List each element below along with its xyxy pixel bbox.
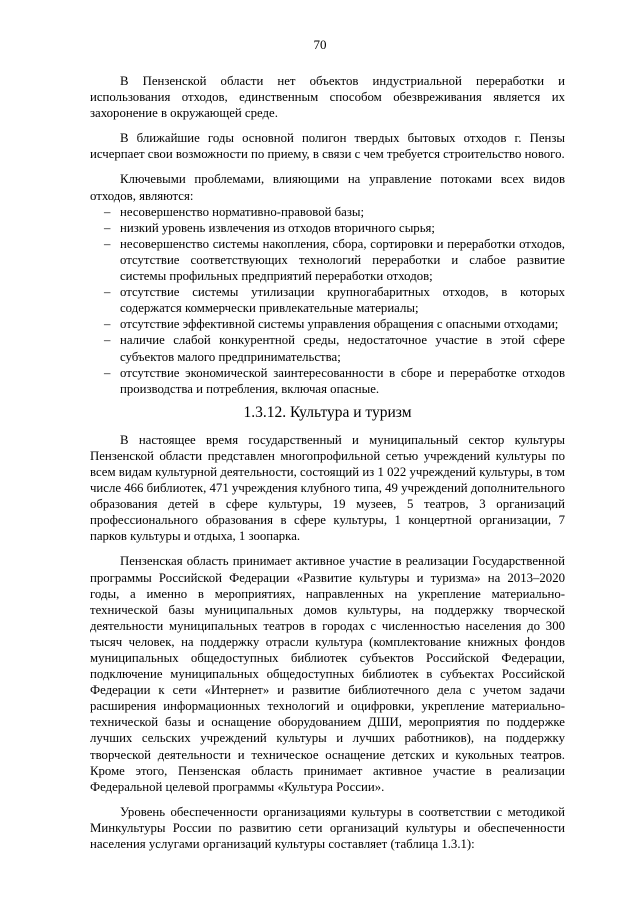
list-item: – отсутствие экономической заинтересованности в сборе и переработке отходов производства и потребления, включая опасные. <box>90 365 565 397</box>
page-content <box>90 73 565 861</box>
list-item: – несовершенство нормативно-правовой базы; <box>90 204 565 220</box>
key-problems-list <box>90 204 565 397</box>
list-item: – отсутствие системы утилизации крупногабаритных отходов, в которых содержатся коммерчески привлекательные материалы; <box>90 284 565 316</box>
paragraph-landfill-capacity: В ближайшие годы основной полигон твердых бытовых отходов г. Пензы исчерпает свои возможности по приему, в связи с чем требуется строительство нового. <box>90 131 565 162</box>
section-heading: 1.3.12. Культура и туризм <box>243 403 412 421</box>
list-item: – низкий уровень извлечения из отходов вторичного сырья; <box>90 220 565 236</box>
paragraph-culture-sector: В настоящее время государственный и муниципальный сектор культуры Пензенской области представлен многопрофильной сетью учреждений культуры по всем видам культурной деятельности, состоящий из 1 022 учреждений культуры, в том числе 466 библиотек, 471 учреждения клубного типа, 49 учреждений дополнительного образования детей в сфере культуры, 19 музеев, 5 театров, 3 организаций профессионального образования в сфере культуры, 1 концертной организации, 7 парков культуры и отдыха, 1 зоопарка. <box>90 432 565 544</box>
paragraph-state-program: Пензенская область принимает активное участие в реализации Государственной программы Российской Федерации «Развитие культуры и туризма» на 2013–2020 годы, а именно в мероприятиях, направленных на укрепление материально-технической базы муниципальных домов культуры, на поддержку творческой деятельности муниципальных театров в городах с численностью населения до 300 тысяч человек, на поддержку отрасли культура (комплектование книжных фондов муниципальных общедоступных библиотек субъектов Российской Федерации, подключение муниципальных общедоступных библиотек в субъектах Российской Федерации к сети «Интернет» и развитие библиотечного дела с учетом задачи расширения информационных технологий и оцифровки, укрепление материально-технической базы и оснащение оборудованием ДШИ, мероприятия по поддержке лучших сельских учреждений культуры и лучших работников), на поддержку творческой деятельности и техническое оснащение детских и кукольных театров. Кроме этого, Пензенская область принимает активное участие в реализации Федеральной целевой программы «Культура России». <box>90 554 565 794</box>
paragraph-provision-level: Уровень обеспеченности организациями культуры в соответствии с методикой Минкультуры России по развитию сети организаций культуры и обеспеченности населения услугами организаций культуры составляет (таблица 1.3.1): <box>90 804 565 852</box>
list-item: – несовершенство системы накопления, сбора, сортировки и переработки отходов, отсутствие соответствующих технологий переработки и слабое развитие системы профильных предприятий переработки отходов; <box>90 236 565 284</box>
list-item: – отсутствие эффективной системы управления обращения с опасными отходами; <box>90 316 565 332</box>
page-number: 70 <box>313 37 327 52</box>
list-item: – наличие слабой конкурентной среды, недостаточное участие в этой сфере субъектов малого предпринимательства; <box>90 332 565 364</box>
paragraph-key-problems-intro: Ключевыми проблемами, влияющими на управление потоками всех видов отходов, являются: <box>90 172 565 203</box>
paragraph-no-waste-processing: В Пензенской области нет объектов индустриальной переработки и использования отходов, единственным способом обезвреживания является их захоронение в окружающей среде. <box>90 74 565 121</box>
